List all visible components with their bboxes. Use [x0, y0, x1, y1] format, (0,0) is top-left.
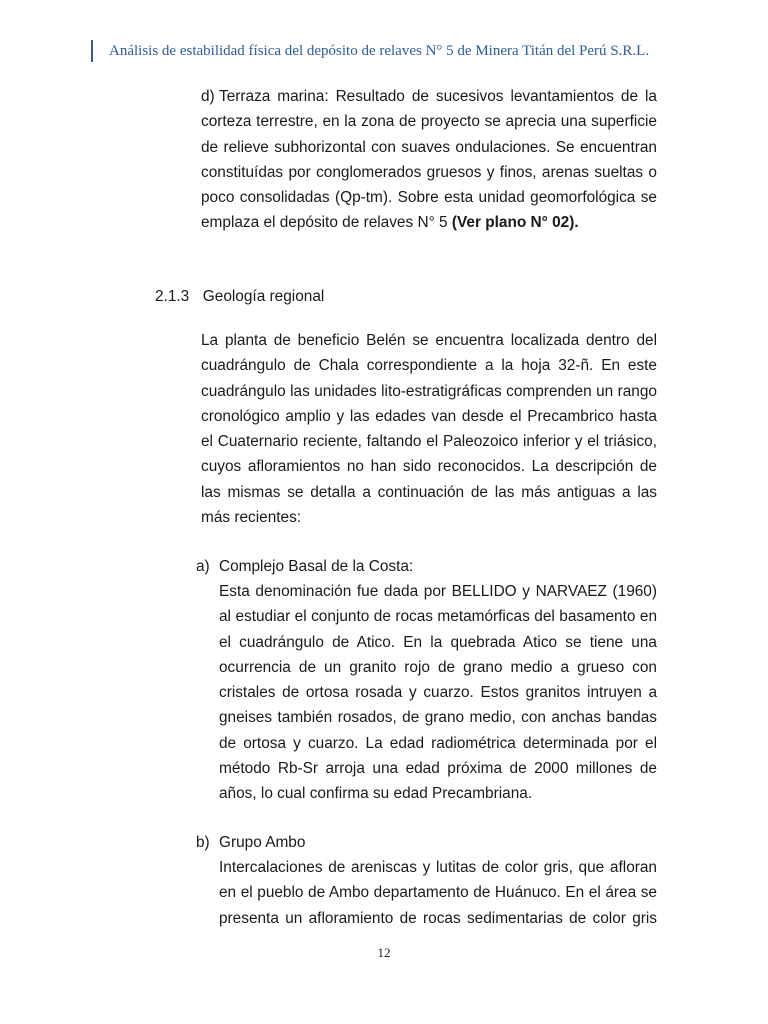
- item-d-text: Terraza marina: Resultado de sucesivos levantamientos de la corteza terrestre, en la zona de proyecto se aprecia una superficie de relieve subhorizontal con suaves ondulaciones. Se encuentran constituídas por conglomerados gruesos y finos, arenas sueltas o poco consolidadas (Qp-tm). Sobre esta unidad geomorfológica se emplaza el depósito de relaves N° 5: [201, 88, 657, 232]
- item-a-paragraph: Esta denominación fue dada por BELLIDO y NARVAEZ (1960) al estudiar el conjunto de rocas metamórficas del basamento en el cuadrángulo de Atico. En la quebrada Atico se tiene una ocurrencia de un granito rojo de grano medio a grueso con cristales de ortosa rosada y cuarzo. Estos granitos intruyen a gneises también rosados, de grano medio, con anchas bandas de ortosa y cuarzo. La edad radiométrica determinada por el método Rb-Sr arroja una edad próxima de 2000 millones de años, lo cual confirma su edad Precambriana.: [219, 583, 657, 803]
- item-a-marker: a): [196, 558, 210, 575]
- document-header: Análisis de estabilidad física del depósito de relaves N° 5 de Minera Titán del Perú S.R.L.: [91, 40, 649, 62]
- item-a-title: Complejo Basal de la Costa:: [219, 558, 414, 575]
- item-d-marker: d): [201, 88, 215, 105]
- intro-paragraph: La planta de beneficio Belén se encuentra localizada dentro del cuadrángulo de Chala correspondiente a la hoja 32-ñ. En este cuadrángulo las unidades lito-estratigráficas comprenden un rango cronológico amplio y las edades van desde el Precambrico hasta el Cuaternario reciente, faltando el Paleozoico inferior y el triásico, cuyos afloramientos no han sido reconocidos. La descripción de las mismas se detalla a continuación de las más antiguas a las más recientes:: [201, 332, 657, 527]
- item-d-plan-reference: (Ver plano N° 02).: [451, 214, 579, 232]
- item-b-paragraph: Intercalaciones de areniscas y lutitas de color gris, que afloran en el pueblo de Ambo departamento de Huánuco. En el área se presenta un afloramiento de rocas sedimentarias de color gris: [219, 859, 657, 927]
- section-title: Geología regional: [202, 288, 325, 305]
- item-b-title: Grupo Ambo: [219, 834, 306, 851]
- item-d-paragraph: [201, 84, 657, 236]
- section-heading: [155, 284, 324, 309]
- page-number: 12: [377, 945, 391, 960]
- item-b-marker: b): [196, 834, 210, 851]
- section-number: 2.1.3: [155, 288, 190, 305]
